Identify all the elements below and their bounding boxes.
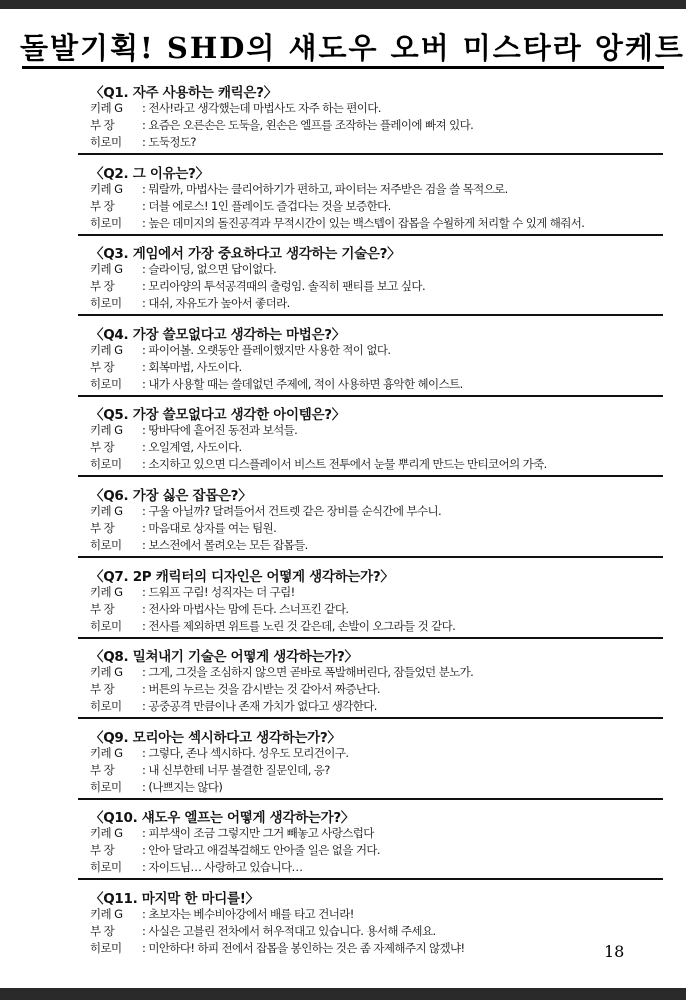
answer-line (90, 698, 377, 714)
answer-text: 전사와 마법사는 맘에 든다. 스너프킨 같다. (148, 602, 349, 616)
question-heading: 〈Q1. 자주 사용하는 캐릭은?〉 (90, 85, 277, 101)
answer-line (90, 295, 290, 311)
speaker-colon: : (142, 602, 149, 616)
answer-text: 안아 달라고 애걸복걸해도 안아줄 일은 없을 거다. (148, 843, 380, 857)
answer-line (90, 906, 354, 922)
answer-line (90, 745, 348, 761)
speaker-name: 부 장 (90, 440, 115, 454)
answer-text: (나쁘지는 않다) (148, 780, 223, 794)
question-heading: 〈Q9. 모리아는 섹시하다고 생각하는가?〉 (90, 730, 341, 746)
answer-line (90, 618, 455, 634)
speaker-name: 히로미 (90, 135, 122, 149)
answer-line (90, 215, 584, 231)
speaker-colon: : (142, 941, 149, 955)
speaker-colon: : (142, 101, 149, 115)
speaker-colon: : (142, 182, 149, 196)
speaker-name: 키레 G (90, 343, 123, 357)
answer-line (90, 261, 276, 277)
speaker-colon: : (142, 423, 149, 437)
speaker-name: 부 장 (90, 360, 115, 374)
answer-line (90, 762, 330, 778)
page-title: 돌발기획! SHD의 섀도우 오버 미스타라 앙케트 (20, 31, 685, 65)
speaker-name: 히로미 (90, 699, 122, 713)
section-divider (78, 717, 663, 719)
speaker-name: 히로미 (90, 296, 122, 310)
answer-text: 미안하다! 하피 전에서 잡몹을 봉인하는 것은 좀 자제해주지 않겠냐! (148, 941, 465, 955)
speaker-name: 부 장 (90, 682, 115, 696)
question-heading: 〈Q3. 게임에서 가장 중요하다고 생각하는 기술은?〉 (90, 246, 401, 262)
section-divider (78, 637, 663, 639)
answer-text: 구울 아닐까? 달려들어서 건트렛 같은 장비를 순식간에 부수니. (148, 504, 442, 518)
answer-text: 전사를 제외하면 위트를 노린 것 같은데, 손발이 오그라들 것 같다. (148, 619, 456, 633)
speaker-name: 키레 G (90, 746, 123, 760)
speaker-colon: : (142, 924, 149, 938)
speaker-name: 키레 G (90, 262, 123, 276)
speaker-name: 부 장 (90, 843, 115, 857)
section-divider (78, 878, 663, 880)
speaker-colon: : (142, 296, 149, 310)
speaker-colon: : (142, 538, 149, 552)
speaker-name: 히로미 (90, 377, 122, 391)
speaker-colon: : (142, 377, 149, 391)
answer-line (90, 940, 465, 956)
question-heading: 〈Q6. 가장 싫은 잡몹은?〉 (90, 488, 252, 504)
speaker-name: 히로미 (90, 457, 122, 471)
answer-text: 드워프 구림! 성직자는 더 구림! (148, 585, 295, 599)
answer-line (90, 376, 463, 392)
answer-text: 보스전에서 몰려오는 모든 잡몹들. (148, 538, 308, 552)
answer-text: 그게, 그것을 조심하지 않으면 곧바로 폭발해버린다, 잠들었던 분노가. (148, 665, 474, 679)
question-heading: 〈Q10. 섀도우 엘프는 어떻게 생각하는가?〉 (90, 810, 355, 826)
answer-text: 그렇다, 존나 섹시하다. 성우도 모리건이구. (148, 746, 349, 760)
answer-line (90, 359, 242, 375)
section-divider (78, 556, 663, 558)
speaker-colon: : (142, 279, 149, 293)
section-divider (78, 798, 663, 800)
speaker-colon: : (142, 216, 149, 230)
speaker-colon: : (142, 843, 149, 857)
question-heading: 〈Q7. 2P 캐릭터의 디자인은 어떻게 생각하는가?〉 (90, 569, 394, 585)
answer-line (90, 842, 380, 858)
speaker-colon: : (142, 619, 149, 633)
question-heading: 〈Q2. 그 이유는?〉 (90, 166, 209, 182)
speaker-name: 키레 G (90, 101, 123, 115)
answer-text: 사실은 고블린 전차에서 허우적대고 있습니다. 용서해 주세요. (148, 924, 436, 938)
speaker-name: 부 장 (90, 602, 115, 616)
answer-line (90, 520, 276, 536)
answer-text: 초보자는 베수비아강에서 배를 타고 건너라! (148, 907, 354, 921)
speaker-name: 키레 G (90, 182, 123, 196)
speaker-colon: : (142, 682, 149, 696)
answer-line (90, 825, 374, 841)
speaker-colon: : (142, 699, 149, 713)
answer-text: 오일계열, 사도이다. (148, 440, 242, 454)
speaker-colon: : (142, 135, 149, 149)
speaker-name: 히로미 (90, 941, 122, 955)
speaker-name: 키레 G (90, 826, 123, 840)
answer-line (90, 342, 390, 358)
speaker-name: 부 장 (90, 118, 115, 132)
answer-text: 슬라이딩, 없으면 답이없다. (148, 262, 277, 276)
answer-line (90, 278, 425, 294)
speaker-name: 부 장 (90, 763, 115, 777)
answer-line (90, 181, 508, 197)
answer-text: 요즘은 오른손은 도둑을, 왼손은 엘프를 조작하는 플레이에 빠져 있다. (148, 118, 474, 132)
speaker-colon: : (142, 360, 149, 374)
answer-text: 더블 에로스! 1인 플레이도 즐겁다는 것을 보증한다. (148, 199, 391, 213)
speaker-colon: : (142, 907, 149, 921)
speaker-name: 히로미 (90, 538, 122, 552)
speaker-colon: : (142, 262, 149, 276)
answer-text: 뭐랄까, 마법사는 클리어하기가 편하고, 파이터는 저주받은 검을 쓸 목적으로. (148, 182, 508, 196)
speaker-name: 부 장 (90, 521, 115, 535)
speaker-colon: : (142, 457, 149, 471)
answer-line (90, 537, 308, 553)
answer-text: 땅바닥에 흩어진 동전과 보석들. (148, 423, 298, 437)
answer-line (90, 198, 391, 214)
answer-text: 내 신부한테 너무 불결한 질문인데, 응? (148, 763, 330, 777)
page-number: 18 (604, 942, 625, 961)
speaker-name: 히로미 (90, 860, 122, 874)
speaker-name: 부 장 (90, 279, 115, 293)
answer-line (90, 664, 473, 680)
answer-line (90, 584, 295, 600)
answer-text: 버튼의 누르는 것을 감시받는 것 같아서 짜증난다. (148, 682, 380, 696)
answer-text: 내가 사용할 때는 쓸데없던 주제에, 적이 사용하면 흉악한 헤이스트. (148, 377, 463, 391)
speaker-name: 히로미 (90, 216, 122, 230)
speaker-colon: : (142, 343, 149, 357)
speaker-name: 키레 G (90, 423, 123, 437)
question-heading: 〈Q8. 밀쳐내기 기술은 어떻게 생각하는가?〉 (90, 649, 358, 665)
answer-line (90, 859, 302, 875)
answer-line (90, 117, 473, 133)
speaker-colon: : (142, 521, 149, 535)
speaker-colon: : (142, 826, 149, 840)
speaker-colon: : (142, 665, 149, 679)
answer-line (90, 439, 242, 455)
section-divider (78, 314, 663, 316)
speaker-colon: : (142, 585, 149, 599)
answer-line (90, 601, 348, 617)
answer-text: 마음대로 상자를 여는 팀원. (148, 521, 277, 535)
question-heading: 〈Q5. 가장 쓸모없다고 생각한 아이템은?〉 (90, 407, 346, 423)
speaker-colon: : (142, 504, 149, 518)
answer-text: 모리아양의 투석공격때의 출렁임. 솔직히 팬티를 보고 싶다. (148, 279, 426, 293)
answer-text: 소지하고 있으면 디스플레이서 비스트 전투에서 눈물 뿌리게 만드는 만티코어의 가죽. (148, 457, 547, 471)
speaker-name: 히로미 (90, 619, 122, 633)
section-divider (78, 153, 663, 155)
speaker-colon: : (142, 860, 149, 874)
speaker-name: 부 장 (90, 924, 115, 938)
answer-line (90, 100, 381, 116)
answer-text: 회복마법, 사도이다. (148, 360, 242, 374)
answer-line (90, 456, 547, 472)
answer-text: 공중공격 만큼이나 존재 가치가 없다고 생각한다. (148, 699, 377, 713)
answer-line (90, 503, 441, 519)
answer-text: 높은 데미지의 돌진공격과 무적시간이 있는 백스텝이 잡몹을 수월하게 처리할 수 있게 해줘서. (148, 216, 585, 230)
answer-text: 전사!라고 생각했는데 마법사도 자주 하는 편이다. (148, 101, 381, 115)
question-heading: 〈Q11. 마지막 한 마디를!〉 (90, 891, 259, 907)
answer-line (90, 422, 297, 438)
speaker-colon: : (142, 763, 149, 777)
question-heading: 〈Q4. 가장 쓸모없다고 생각하는 마법은?〉 (90, 327, 346, 343)
speaker-name: 히로미 (90, 780, 122, 794)
section-divider (78, 395, 663, 397)
speaker-colon: : (142, 440, 149, 454)
section-divider (78, 475, 663, 477)
speaker-colon: : (142, 199, 149, 213)
speaker-name: 부 장 (90, 199, 115, 213)
answer-text: 대쉬, 자유도가 높아서 좋더라. (148, 296, 290, 310)
speaker-colon: : (142, 746, 149, 760)
answer-line (90, 779, 222, 795)
speaker-name: 키레 G (90, 585, 123, 599)
answer-line (90, 681, 380, 697)
answer-text: 파이어볼. 오랫동안 플레이했지만 사용한 적이 없다. (148, 343, 391, 357)
speaker-name: 키레 G (90, 665, 123, 679)
speaker-name: 키레 G (90, 504, 123, 518)
bottom-border (0, 988, 686, 1000)
speaker-colon: : (142, 118, 149, 132)
answer-text: 자이드님… 사랑하고 있습니다… (148, 860, 303, 874)
speaker-name: 키레 G (90, 907, 123, 921)
answer-line (90, 134, 196, 150)
answer-text: 피부색이 조금 그렇지만 그거 빼놓고 사랑스럽다 (148, 826, 374, 840)
answer-text: 도둑정도? (148, 135, 196, 149)
answer-line (90, 923, 436, 939)
section-divider (78, 234, 663, 236)
speaker-colon: : (142, 780, 149, 794)
